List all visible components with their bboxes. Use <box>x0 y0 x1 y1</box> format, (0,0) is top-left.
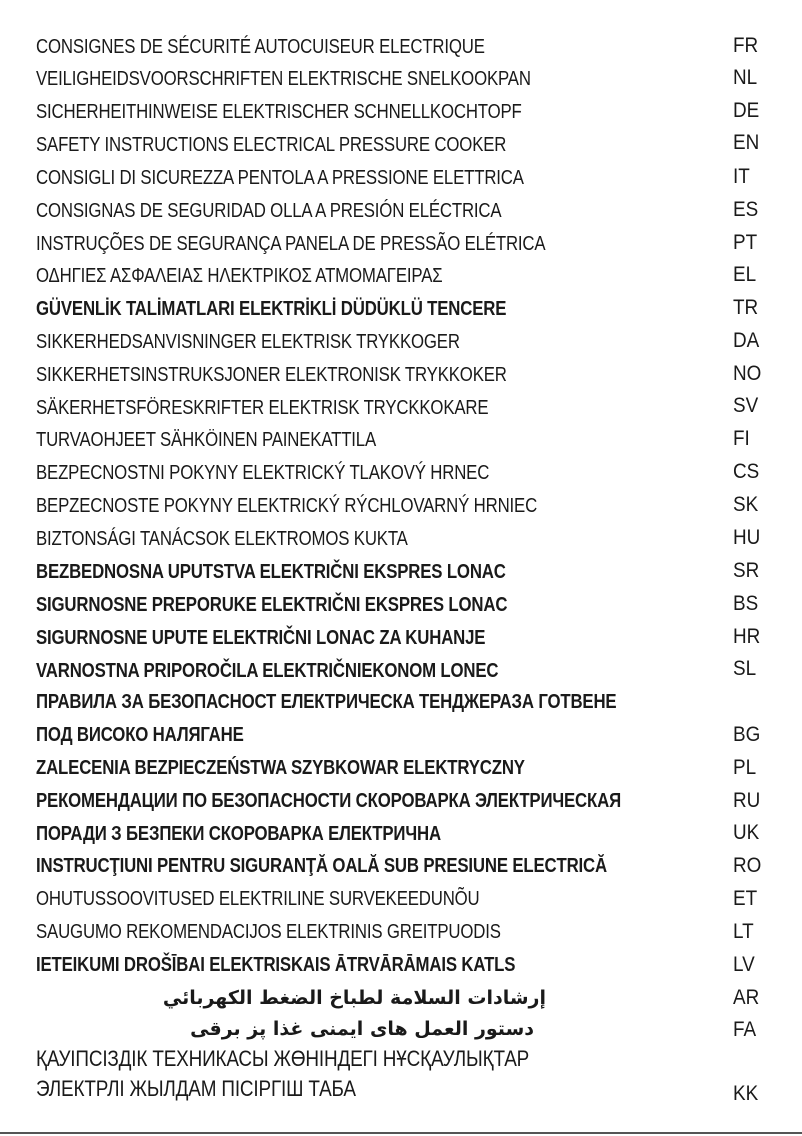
language-code-it: IT <box>733 165 750 188</box>
safety-title-uk: ПОРАДИ З БЕЗПЕКИ СКОРОВАРКА ЕЛЕКТРИЧНА <box>36 823 441 845</box>
safety-title-ar: إرشادات السلامة لطباخ الضغط الكهربائي <box>162 987 546 1009</box>
safety-title-nl: VEILIGHEIDSVOORSCHRIFTEN ELEKTRISCHE SNELKOOKPAN <box>36 68 531 90</box>
language-code-de: DE <box>733 99 760 122</box>
bottom-divider <box>0 1132 802 1134</box>
language-code-cs: CS <box>733 460 760 483</box>
language-code-es: ES <box>733 198 759 221</box>
safety-title-en: SAFETY INSTRUCTIONS ELECTRICAL PRESSURE COOKER <box>36 134 507 156</box>
language-code-fr: FR <box>733 34 759 57</box>
safety-title-pl: ZALECENIA BEZPIECZEŃSTWA SZYBKOWAR ELEKTRYCZNY <box>36 757 525 779</box>
language-code-pl: PL <box>733 756 757 779</box>
safety-title-et: OHUTUSSOOVITUSED ELEKTRILINE SURVEKEEDUNÕU <box>36 888 480 910</box>
language-code-lt: LT <box>733 920 754 943</box>
safety-title-ro: INSTRUCŢIUNI PENTRU SIGURANŢĂ OALĂ SUB PRESIUNE ELECTRICĂ <box>36 855 607 877</box>
safety-title-lv: IETEIKUMI DROŠĪBAI ELEKTRISKAIS ĀTRVĀRĀMAIS KATLS <box>36 954 516 976</box>
language-code-sl: SL <box>733 657 757 680</box>
language-code-hu: HU <box>733 526 761 549</box>
safety-title-fr: CONSIGNES DE SÉCURITÉ AUTOCUISEUR ELECTRIQUE <box>36 36 485 58</box>
language-code-et: ET <box>733 887 758 910</box>
language-code-nl: NL <box>733 66 758 89</box>
safety-title-fa: دستور العمل های ایمنی غذا پز برقی <box>190 1018 534 1040</box>
safety-title-es: CONSIGNAS DE SEGURIDAD OLLA A PRESIÓN ELÉCTRICA <box>36 200 502 222</box>
safety-title-sv: SÄKERHETSFÖRESKRIFTER ELEKTRISK TRYCKKOKARE <box>36 397 489 419</box>
language-code-sk: SK <box>733 493 759 516</box>
safety-title-kk-line2: ЭЛЕКТРЛІ ЖЫЛДАМ ПІСІРГІШ ТАБА <box>36 1076 356 1101</box>
language-code-sv: SV <box>733 394 759 417</box>
language-code-uk: UK <box>733 821 760 844</box>
safety-title-hu: BIZTONSÁGI TANÁCSOK ELEKTROMOS KUKTA <box>36 528 408 550</box>
safety-title-no: SIKKERHETSINSTRUKSJONER ELEKTRONISK TRYKKOKER <box>36 364 507 386</box>
safety-title-it: CONSIGLI DI SICUREZZA PENTOLA A PRESSIONE ELETTRICA <box>36 167 524 189</box>
safety-title-pt: INSTRUÇÕES DE SEGURANÇA PANELA DE PRESSÃO ELÉTRICA <box>36 233 546 255</box>
language-code-fi: FI <box>733 427 750 450</box>
language-code-hr: HR <box>733 625 761 648</box>
safety-title-da: SIKKERHEDSANVISNINGER ELEKTRISK TRYKKOGER <box>36 331 460 353</box>
language-code-da: DA <box>733 329 760 352</box>
language-code-fa: FA <box>733 1018 757 1041</box>
language-code-no: NO <box>733 362 762 385</box>
language-code-bg: BG <box>733 723 761 746</box>
language-code-tr: TR <box>733 296 759 319</box>
safety-title-lt: SAUGUMO REKOMENDACIJOS ELEKTRINIS GREITPUODIS <box>36 921 501 943</box>
language-code-bs: BS <box>733 592 759 615</box>
language-code-el: EL <box>733 263 757 286</box>
language-code-ar: AR <box>733 986 760 1009</box>
safety-title-bs: SIGURNOSNE PREPORUKE ELEKTRIČNI EKSPRES LONAC <box>36 594 508 616</box>
safety-title-kk-line1: ҚАУІПСІЗДІК ТЕХНИКАСЫ ЖӨНІНДЕГІ НҰСҚАУЛЫҚТАР <box>36 1046 530 1071</box>
language-code-pt: PT <box>733 231 758 254</box>
safety-title-sk: BEPZECNOSTE POKYNY ELEKTRICKÝ RÝCHLOVARNÝ HRNIEC <box>36 495 538 517</box>
language-code-kk: KK <box>733 1082 759 1105</box>
safety-title-de: SICHERHEITHINWEISE ELEKTRISCHER SCHNELLKOCHTOPF <box>36 101 522 123</box>
language-code-en: EN <box>733 131 760 154</box>
language-code-lv: LV <box>733 953 755 976</box>
language-code-ro: RO <box>733 854 762 877</box>
safety-title-tr: GÜVENLİK TALİMATLARI ELEKTRİKLİ DÜDÜKLÜ TENCERE <box>36 298 507 320</box>
safety-title-fi: TURVAOHJEET SÄHKÖINEN PAINEKATTILA <box>36 429 377 451</box>
safety-title-bg-line1: ПРАВИЛА ЗА БЕЗОПАСНОСТ ЕЛЕКТРИЧЕСКА ТЕНДЖЕРАЗА ГОТВЕНЕ <box>36 691 617 713</box>
language-code-ru: RU <box>733 789 761 812</box>
safety-title-bg-line2: ПОД ВИСОКО НАЛЯГАНЕ <box>36 724 244 746</box>
safety-title-hr: SIGURNOSNE UPUTE ELEKTRIČNI LONAC ZA KUHANJE <box>36 627 486 649</box>
safety-title-sr: BEZBEDNOSNA UPUTSTVA ELEKTRIČNI EKSPRES LONAC <box>36 561 506 583</box>
safety-title-el: ΟΔΗΓΙΕΣ ΑΣΦΑΛΕΙΑΣ ΗΛΕΚΤΡΙΚΟΣ ΑΤΜΟΜΑΓΕΙΡΑΣ <box>36 265 443 287</box>
safety-title-cs: BEZPECNOSTNI POKYNY ELEKTRICKÝ TLAKOVÝ HRNEC <box>36 462 490 484</box>
safety-title-sl: VARNOSTNA PRIPOROČILA ELEKTRIČNIEKONOM LONEC <box>36 660 499 682</box>
safety-title-ru: РЕКОМЕНДАЦИИ ПО БЕЗОПАСНОСТИ СКОРОВАРКА ЭЛЕКТРИЧЕСКАЯ <box>36 790 621 812</box>
language-code-sr: SR <box>733 559 760 582</box>
